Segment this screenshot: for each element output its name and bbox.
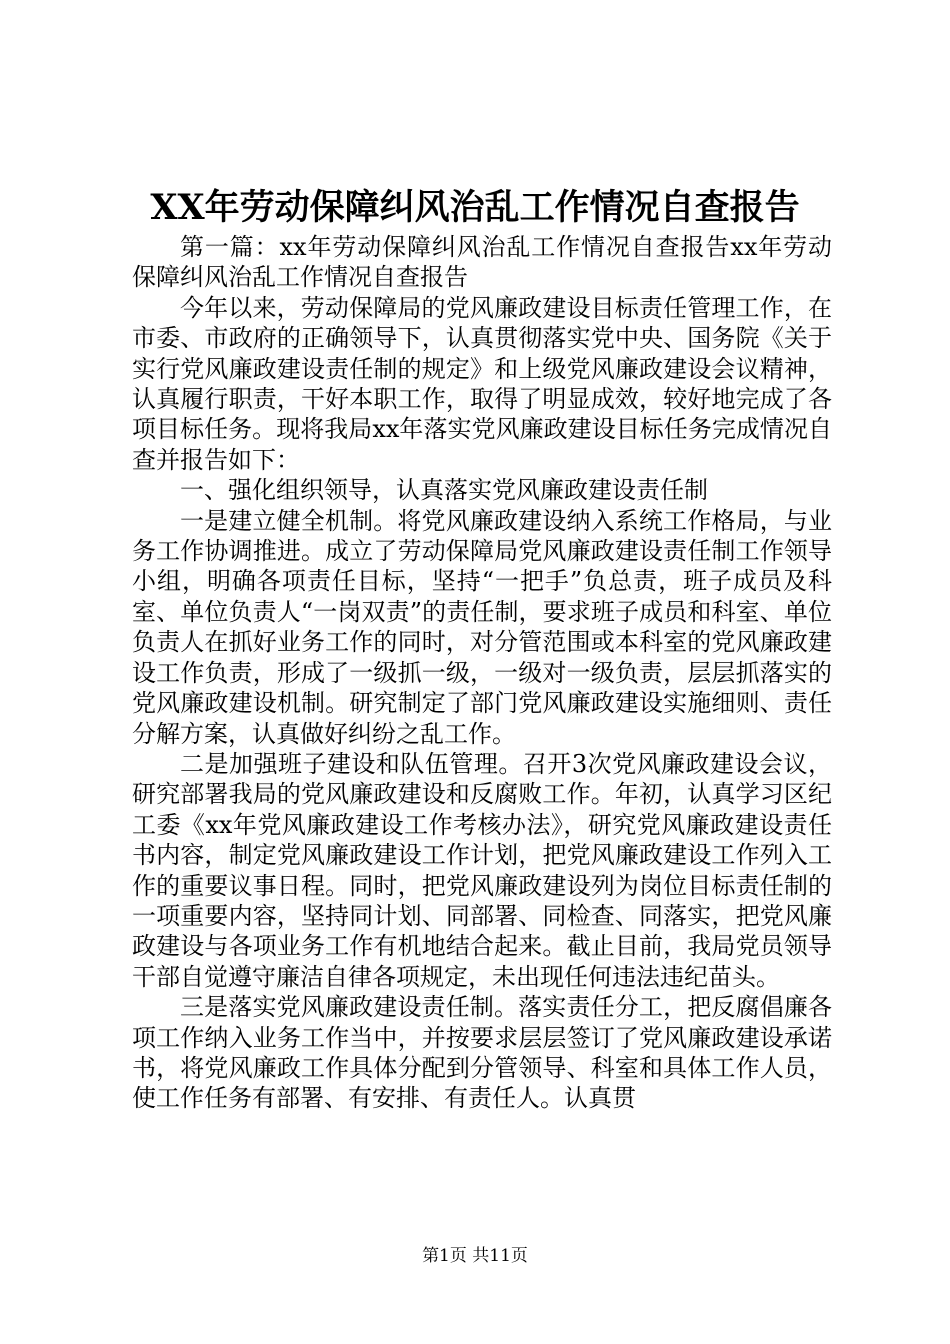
- page-number-footer: 第1页 共11页: [422, 1246, 528, 1266]
- paragraph: 二是加强班子建设和队伍管理。召开3次党风廉政建设会议，研究部署我局的党风廉政建设和反腐败工作。年初，认真学习区纪工委《xx年党风廉政建设工作考核办法》，研究党风廉政建设责任书内容，制定党风廉政建设工作计划，把党风廉政建设工作列入工作的重要议事日程。同时，把党风廉政建设列为岗位目标责任制的一项重要内容，坚持同计划、同部署、同检查、同落实，把党风廉政建设与各项业务工作有机地结合起来。截止目前，我局党员领导干部自觉遵守廉洁自律各项规定，未出现任何违法违纪苗头。: [132, 749, 832, 991]
- section-heading: 一、强化组织领导，认真落实党风廉政建设责任制: [180, 476, 708, 505]
- paragraph: 一是建立健全机制。将党风廉政建设纳入系统工作格局，与业务工作协调推进。成立了劳动保障局党风廉政建设责任制工作领导小组，明确各项责任目标，坚持“一把手”负总责，班子成员及科室、单位负责人“一岗双责”的责任制，要求班子成员和科室、单位负责人在抓好业务工作的同时，对分管范围或本科室的党风廉政建设工作负责，形成了一级抓一级，一级对一级负责，层层抓落实的党风廉政建设机制。研究制定了部门党风廉政建设实施细则、责任分解方案，认真做好纠纷之乱工作。: [132, 506, 832, 748]
- paragraph: 今年以来，劳动保障局的党风廉政建设目标责任管理工作，在市委、市政府的正确领导下，认真贯彻落实党中央、国务院《关于实行党风廉政建设责任制的规定》和上级党风廉政建设会议精神，认真履行职责，干好本职工作，取得了明显成效，较好地完成了各项目标任务。现将我局xx年落实党风廉政建设目标任务完成情况自查并报告如下：: [132, 293, 832, 474]
- document-body: [132, 232, 832, 1114]
- paragraph: 第一篇：xx年劳动保障纠风治乱工作情况自查报告xx年劳动保障纠风治乱工作情况自查报告: [132, 233, 832, 292]
- document-title: XX年劳动保障纠风治乱工作情况自查报告: [150, 187, 800, 228]
- paragraph: 三是落实党风廉政建设责任制。落实责任分工，把反腐倡廉各项工作纳入业务工作当中，并按要求层层签订了党风廉政建设承诺书，将党风廉政工作具体分配到分管领导、科室和具体工作人员，使工作任务有部署、有安排、有责任人。认真贯: [132, 993, 832, 1113]
